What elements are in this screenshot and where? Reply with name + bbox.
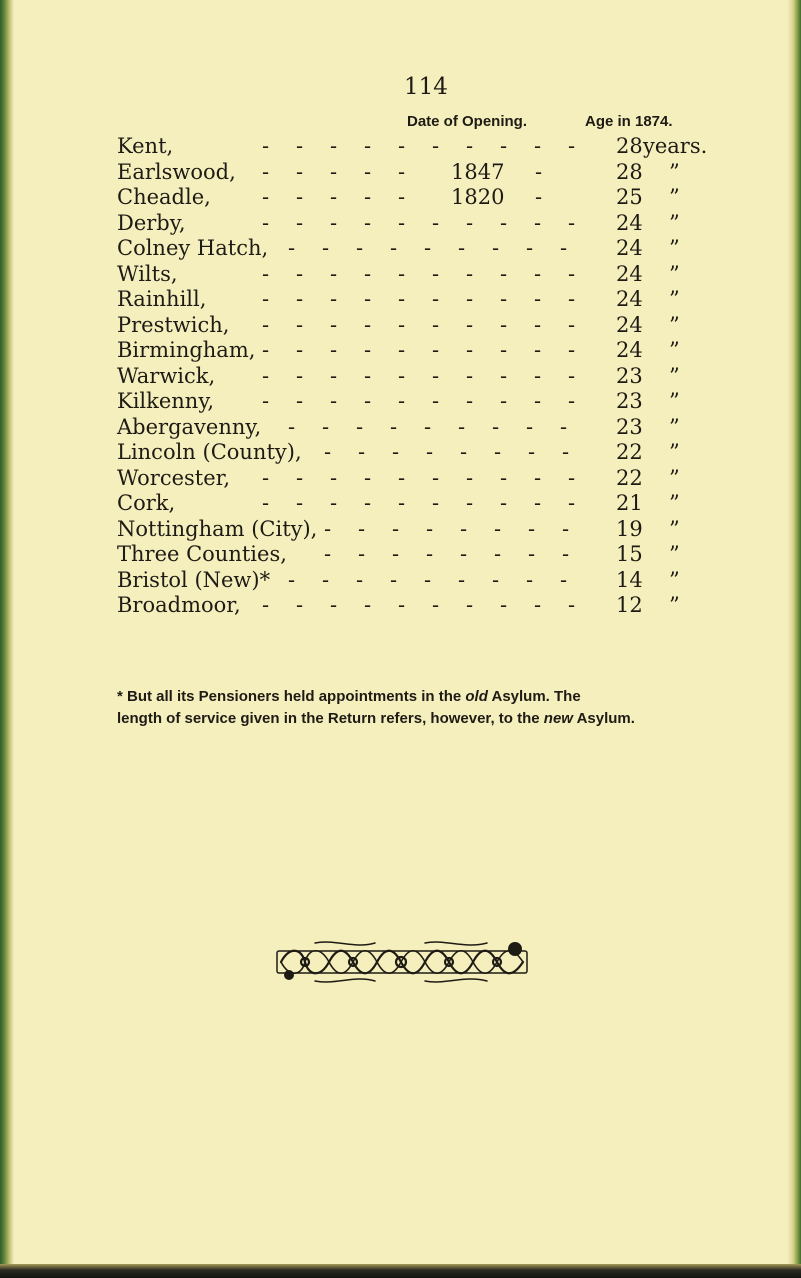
asylum-name: Derby, [117,210,186,235]
leader-dash: - [466,312,474,337]
leader-dash: - [398,185,406,209]
asylum-name: Wilts, [117,261,178,286]
leader-dash: - [324,440,332,464]
leader-dash: - [296,593,304,617]
leader-dash: - [364,491,372,515]
age-in-1874: 15 [616,542,643,566]
table-row [0,542,801,568]
leader-dash: - [330,465,338,490]
leader-dash: - [398,312,406,337]
leader-dash: - [330,134,338,158]
age-unit: ” [669,465,680,490]
leader-dash: - [466,338,474,362]
footnote-line-2: length of service given in the Return refers, however, to the new Asylum. [117,710,635,727]
leader-dash: - [398,389,406,413]
leader-dash: - [390,414,398,439]
leader-dash: - [460,440,468,464]
leader-dash: - [262,261,270,286]
leader-dash: - [432,312,440,337]
leader-dash: - [330,159,338,184]
leader-dash: - [466,363,474,388]
leader-dash: - [500,287,508,311]
leader-dash: - [296,491,304,515]
asylum-name: Kilkenny, [117,389,215,413]
leader-dash: - [560,236,568,260]
leader-dash: - [364,465,372,490]
asylum-name: Broadmoor, [117,593,241,617]
age-unit: years. [643,134,708,158]
leader-dash: - [534,491,542,515]
leader-dash: - [398,261,406,286]
footnote [117,686,727,730]
leader-dash: - [460,542,468,566]
table-row [0,364,801,390]
leader-dash: - [534,287,542,311]
leader-dash: - [500,134,508,158]
leader-dash: - [500,465,508,490]
leader-dash: - [262,210,270,235]
leader-dash: - [426,542,434,566]
asylum-name: Nottingham (City), [117,516,318,541]
age-in-1874: 28 [616,159,643,184]
leader-dash: - [364,312,372,337]
leader-dash: - [262,363,270,388]
leader-dash: - [296,363,304,388]
leader-dash: - [568,593,576,617]
date-of-opening: 1820 [451,185,505,209]
age-in-1874: 24 [616,210,643,235]
leader-dash: - [424,236,432,260]
leader-dash: - [534,134,542,158]
asylum-name: Abergavenny, [117,414,262,439]
leader-dash: - [262,338,270,362]
leader-dash: - [262,159,270,184]
asylum-name: Worcester, [117,465,231,490]
leader-dash: - [500,312,508,337]
leader-dash: - [534,593,542,617]
age-unit: ” [669,593,680,617]
table-row [0,160,801,186]
leader-dash: - [296,465,304,490]
leader-dash: - [262,593,270,617]
leader-dash: - [262,491,270,515]
table-row [0,287,801,313]
leader-dash: - [466,465,474,490]
leader-dash: - [364,287,372,311]
leader-dash: - [568,491,576,515]
table-row [0,236,801,262]
table-row [0,466,801,492]
age-in-1874: 23 [616,389,643,413]
leader-dash: - [432,134,440,158]
asylum-name: Kent, [117,134,174,158]
age-in-1874: 14 [616,567,643,592]
leader-dash: - [296,261,304,286]
leader-dash: - [364,363,372,388]
age-in-1874: 21 [616,491,643,515]
leader-dash: - [534,210,542,235]
table-row [0,440,801,466]
age-in-1874: 22 [616,440,643,464]
leader-dash: - [392,542,400,566]
leader-dash: - [500,338,508,362]
leader-dash: - [500,210,508,235]
leader-dash: - [364,159,372,184]
leader-dash: - [296,134,304,158]
leader-dash: - [466,491,474,515]
leader-dash: - [568,389,576,413]
leader-dash: - [534,338,542,362]
age-unit: ” [669,389,680,413]
leader-dash: - [432,338,440,362]
leader-dash: - [535,185,543,209]
leader-dash: - [398,465,406,490]
leader-dash: - [562,440,570,464]
asylum-name: Bristol (New)* [117,567,271,592]
age-in-1874: 24 [616,338,643,362]
leader-dash: - [568,465,576,490]
decorative-ornament-icon [275,937,529,987]
age-in-1874: 23 [616,363,643,388]
leader-dash: - [494,440,502,464]
leader-dash: - [398,134,406,158]
page-number: 114 [404,74,448,100]
leader-dash: - [330,363,338,388]
leader-dash: - [330,491,338,515]
age-unit: ” [669,261,680,286]
leader-dash: - [568,312,576,337]
leader-dash: - [424,414,432,439]
leader-dash: - [528,542,536,566]
table-row [0,185,801,211]
asylum-name: Rainhill, [117,287,207,311]
asylum-name: Warwick, [117,363,216,388]
leader-dash: - [560,567,568,592]
table-row [0,593,801,619]
column-header-date-of-opening: Date of Opening. [407,113,527,130]
age-in-1874: 24 [616,312,643,337]
leader-dash: - [398,363,406,388]
leader-dash: - [432,465,440,490]
leader-dash: - [426,440,434,464]
age-unit: ” [669,516,680,541]
leader-dash: - [364,185,372,209]
leader-dash: - [528,440,536,464]
leader-dash: - [426,516,434,541]
table-row [0,491,801,517]
leader-dash: - [390,567,398,592]
leader-dash: - [364,261,372,286]
leader-dash: - [500,363,508,388]
age-unit: ” [669,414,680,439]
leader-dash: - [432,287,440,311]
leader-dash: - [562,542,570,566]
leader-dash: - [562,516,570,541]
age-unit: ” [669,287,680,311]
leader-dash: - [288,236,296,260]
table-row [0,338,801,364]
leader-dash: - [330,338,338,362]
asylum-name: Birmingham, [117,338,256,362]
age-unit: ” [669,542,680,566]
leader-dash: - [322,567,330,592]
leader-dash: - [432,261,440,286]
leader-dash: - [568,287,576,311]
age-unit: ” [669,312,680,337]
leader-dash: - [330,593,338,617]
leader-dash: - [358,542,366,566]
leader-dash: - [330,312,338,337]
leader-dash: - [364,338,372,362]
leader-dash: - [526,567,534,592]
leader-dash: - [296,159,304,184]
age-in-1874: 24 [616,287,643,311]
leader-dash: - [492,414,500,439]
leader-dash: - [500,491,508,515]
leader-dash: - [432,389,440,413]
leader-dash: - [358,440,366,464]
leader-dash: - [296,389,304,413]
table-row [0,389,801,415]
leader-dash: - [458,567,466,592]
leader-dash: - [398,210,406,235]
leader-dash: - [262,312,270,337]
age-unit: ” [669,159,680,184]
leader-dash: - [560,414,568,439]
age-unit: ” [669,440,680,464]
leader-dash: - [296,338,304,362]
leader-dash: - [526,414,534,439]
leader-dash: - [296,210,304,235]
leader-dash: - [356,567,364,592]
age-in-1874: 22 [616,465,643,490]
age-in-1874: 25 [616,185,643,209]
leader-dash: - [322,414,330,439]
leader-dash: - [356,414,364,439]
leader-dash: - [568,134,576,158]
age-in-1874: 23 [616,414,643,439]
asylum-name: Prestwich, [117,312,230,337]
leader-dash: - [466,287,474,311]
leader-dash: - [460,516,468,541]
asylum-name: Colney Hatch, [117,236,269,260]
table-row [0,313,801,339]
leader-dash: - [324,516,332,541]
leader-dash: - [458,414,466,439]
age-unit: ” [669,363,680,388]
leader-dash: - [466,389,474,413]
leader-dash: - [492,567,500,592]
page-bottom-edge [0,1264,801,1278]
leader-dash: - [392,516,400,541]
leader-dash: - [492,236,500,260]
age-unit: ” [669,236,680,260]
leader-dash: - [424,567,432,592]
asylum-name: Cork, [117,491,176,515]
leader-dash: - [494,542,502,566]
leader-dash: - [390,236,398,260]
leader-dash: - [458,236,466,260]
leader-dash: - [534,363,542,388]
leader-dash: - [526,236,534,260]
leader-dash: - [398,491,406,515]
asylum-name: Earlswood, [117,159,236,184]
leader-dash: - [398,338,406,362]
leader-dash: - [535,159,543,184]
leader-dash: - [364,134,372,158]
leader-dash: - [466,261,474,286]
leader-dash: - [330,389,338,413]
leader-dash: - [356,236,364,260]
age-unit: ” [669,491,680,515]
leader-dash: - [330,185,338,209]
table-row [0,262,801,288]
leader-dash: - [466,593,474,617]
leader-dash: - [534,465,542,490]
leader-dash: - [358,516,366,541]
age-in-1874: 19 [616,516,643,541]
table-row [0,134,801,160]
table-row [0,517,801,543]
age-in-1874: 12 [616,593,643,617]
leader-dash: - [534,389,542,413]
leader-dash: - [432,210,440,235]
asylum-name: Cheadle, [117,185,211,209]
age-in-1874: 28 [616,134,643,158]
asylum-table [0,134,801,619]
leader-dash: - [262,287,270,311]
leader-dash: - [500,389,508,413]
leader-dash: - [288,567,296,592]
leader-dash: - [534,312,542,337]
age-unit: ” [669,338,680,362]
leader-dash: - [330,287,338,311]
footnote-line-1: * But all its Pensioners held appointments in the old Asylum. The [117,688,581,705]
leader-dash: - [568,338,576,362]
leader-dash: - [398,159,406,184]
leader-dash: - [392,440,400,464]
age-unit: ” [669,567,680,592]
date-of-opening: 1847 [451,159,505,184]
table-row [0,415,801,441]
leader-dash: - [398,287,406,311]
leader-dash: - [528,516,536,541]
leader-dash: - [534,261,542,286]
leader-dash: - [296,312,304,337]
leader-dash: - [322,236,330,260]
leader-dash: - [262,134,270,158]
age-unit: ” [669,210,680,235]
age-in-1874: 24 [616,236,643,260]
leader-dash: - [324,542,332,566]
leader-dash: - [500,261,508,286]
leader-dash: - [296,185,304,209]
leader-dash: - [262,185,270,209]
table-row [0,211,801,237]
leader-dash: - [330,210,338,235]
asylum-name: Lincoln (County), [117,440,302,464]
leader-dash: - [296,287,304,311]
leader-dash: - [432,491,440,515]
leader-dash: - [288,414,296,439]
leader-dash: - [466,134,474,158]
leader-dash: - [432,363,440,388]
leader-dash: - [568,363,576,388]
leader-dash: - [494,516,502,541]
leader-dash: - [364,210,372,235]
leader-dash: - [568,210,576,235]
leader-dash: - [466,210,474,235]
leader-dash: - [364,593,372,617]
leader-dash: - [262,465,270,490]
age-unit: ” [669,185,680,209]
leader-dash: - [568,261,576,286]
leader-dash: - [262,389,270,413]
leader-dash: - [500,593,508,617]
column-header-age-in-1874: Age in 1874. [585,113,673,130]
leader-dash: - [432,593,440,617]
leader-dash: - [398,593,406,617]
asylum-name: Three Counties, [117,542,287,566]
leader-dash: - [364,389,372,413]
leader-dash: - [330,261,338,286]
age-in-1874: 24 [616,261,643,286]
table-row [0,568,801,594]
